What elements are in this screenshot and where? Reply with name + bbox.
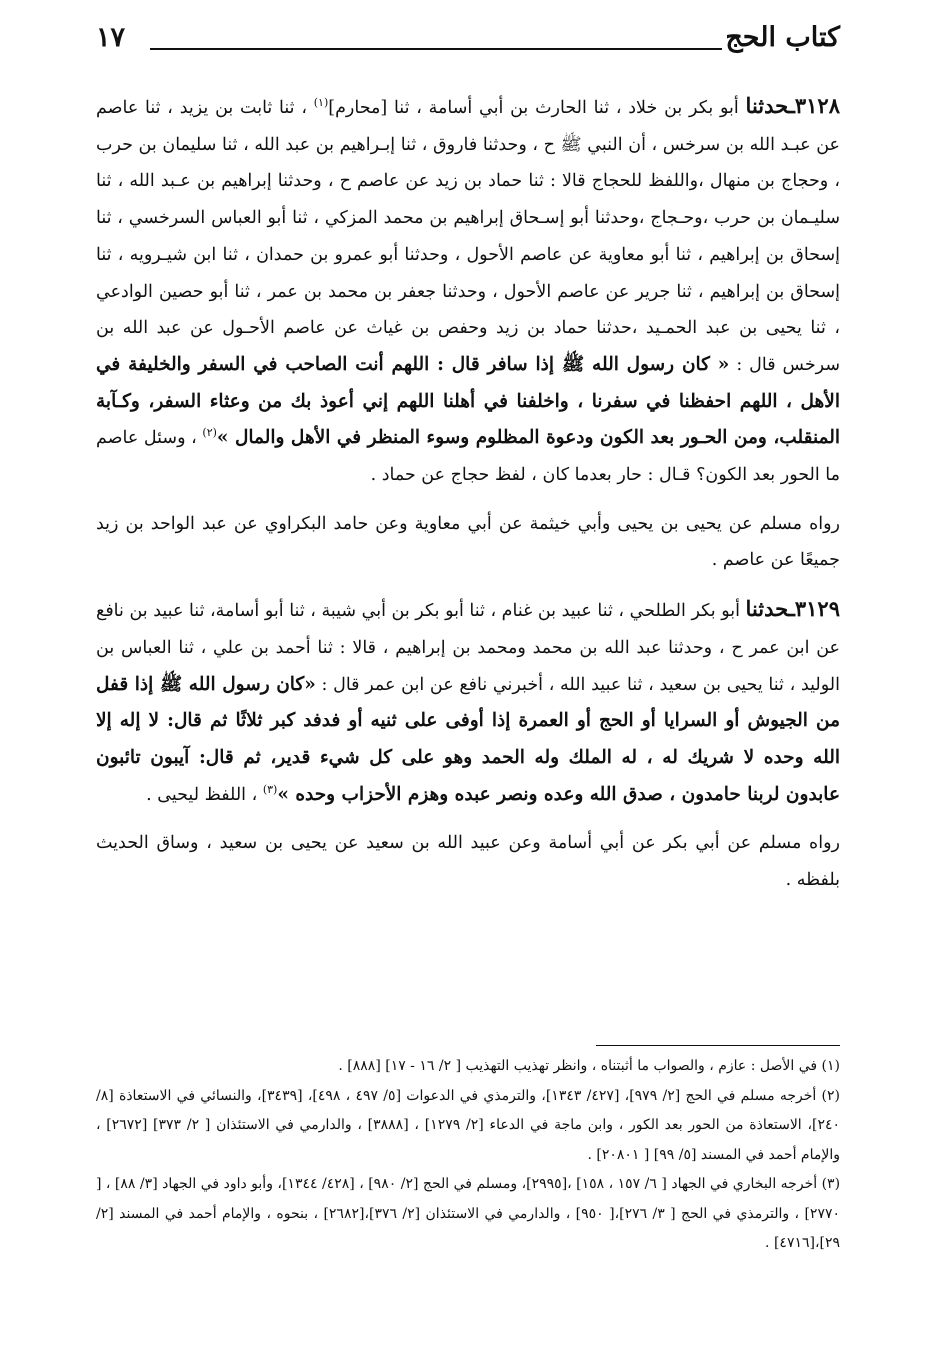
footnote-2: (٢) أخرجه مسلم في الحج [٢/ ٩٧٩]، [٤٢٧/ ١٣٤٣]، والترمذي في الدعوات [٥/ ٤٩٧ ، ٤٩٨]، [٣٤٣٩]، والنسائي في الاستعاذة [٨/ ٢٤٠]، الاستعاذة من الحور بعد الكور ، وابن ماجة في الدعاء [٢/ ١٢٧٩] ، [٣٨٨٨] ، والدارمي في الاستئذان [ ٢/ ٣٧٣] [٢٦٧٢] ، والإمام أحمد في المسند [٥/ ٩٩] [ ٢٠٨٠١] . xyxy=(96,1087,841,1163)
hadith-lead-word: حدثنا xyxy=(745,93,789,118)
hadith-tail: ، اللفظ ليحيى . xyxy=(146,784,263,805)
chapter-title: كتاب الحج xyxy=(725,22,840,53)
hadith-3129 xyxy=(96,591,840,813)
hadith-3128 xyxy=(96,88,840,494)
hadith-number: ٣١٢٨ـ xyxy=(788,93,840,118)
footnote-ref-1[interactable]: (١) xyxy=(313,96,329,110)
narration-note-3129: رواه مسلم عن أبي بكر عن أبي أسامة وعن عبيد الله بن سعيد عن يحيى بن سعيد ، وساق الحديث بلفظه . xyxy=(96,833,840,891)
matn-text: «كان رسول الله ﷺ إذا قفل من الجيوش أو السرايا أو الحج أو العمرة إذا أوفى على ثنيه أو فدفد كبر ثلاثًا ثم قال: لا إله إلا الله وحده لا شريك له ، له الملك وله الحمد وهو على كل شيء قدير، ثم قال: آيبون تائبون عابدون لربنا حامدون ، صدق الله وعده ونصر عبده وهزم الأحزاب وحده » xyxy=(96,673,840,805)
footnote-ref-2[interactable]: (٢) xyxy=(202,426,217,440)
footnote-1: (١) في الأصل : عازم ، والصواب ما أثبتناه ، وانظر تهذيب التهذيب [ ٢/ ١٦ - ١٧] [٨٨٨] . xyxy=(338,1058,840,1074)
isnad-text: أبو بكر بن خلاد ، ثنا الحارث بن أبي أسامة ، ثنا [محارم] xyxy=(328,98,746,118)
main-text xyxy=(96,88,840,899)
hadith-number: ٣١٢٩ـ xyxy=(788,596,840,622)
page-number: ١٧ xyxy=(96,22,126,53)
matn-text: « كان رسول الله ﷺ إذا سافر قال : اللهم أنت الصاحب في السفر والخليفة في الأهل ، اللهم احفظنا في سفرنا ، واخلفنا في أهلنا اللهم إني أعوذ بك من وعثاء السفر، وكـآبة المنقلب، ومن الحـور بعد الكون ودعوة المظلوم وسوء المنظر في الأهل والمال » xyxy=(96,353,841,449)
page-header xyxy=(96,18,840,68)
footnote-3: (٣) أخرجه البخاري في الجهاد [ ٦/ ١٥٧ ، ١٥٨] ،[٢٩٩٥]، ومسلم في الحج [٢/ ٩٨٠] ، [٤٢٨/ ١٣٤٤]، وأبو داود في الجهاد [٣/ ٨٨] ، [ ٢٧٧٠] ، والترمذي في الحج [ ٣/ ٢٧٦]،[ ٩٥٠] ، والدارمي في الاستئذان [٢/ ٣٧٦]،[٢٦٨٢] ، بنحوه ، والإمام أحمد في المسند [٢/ ٢٩]،[٤٧١٦] . xyxy=(96,1176,841,1251)
footnote-ref-3[interactable]: (٣) xyxy=(262,782,278,796)
hadith-lead-word: حدثنا xyxy=(745,596,789,622)
header-rule xyxy=(150,48,722,50)
hadith-tail: ، وسئل عاصم ما الحور بعد الكون؟ قـال : حار بعدما كان ، لفظ حجاج عن حماد . xyxy=(96,428,840,486)
isnad-text: أبو بكر الطلحي ، ثنا عبيد بن غنام ، ثنا أبو بكر بن أبي شيبة ، ثنا أبو أسامة، ثنا عبيد بن نافع عن ابن عمر ح ، وحدثنا عبد الله بن محمد ومحمد بن إبراهيم ، قالا : ثنا أحمد بن علي ، ثنا العباس بن الوليد ، ثنا يحيى بن سعيد ، ثنا عبيد الله ، أخبرني نافع عن ابن عمر قال : xyxy=(96,601,840,695)
narration-note-3128: رواه مسلم عن يحيى بن يحيى وأبي خيثمة عن أبي معاوية وعن حامد البكراوي عن عبد الواحد بن زيد جميعًا عن عاصم . xyxy=(96,513,840,571)
footnote-separator xyxy=(596,1045,840,1046)
isnad-text: ، ثنا ثابت بن يزيد ، ثنا عاصم عن عبـد الله بن سرخس ، أن النبي ﷺ ح ، وحدثنا فاروق ، ثنا إبـراهيم بن عبد الله ، ثنا سليمان بن حرب ، وحجاج بن منهال ،واللفظ للحجاج قالا : ثنا حماد بن زيد عن عاصم ح ، وحدثنا إبراهيم بن عـبد الله ، ثنا سليـمان بن حرب ،وحـجاج ،وحدثنا أبو إسـحاق إبراهيم بن محمد المزكي ، ثنا أبو العباس السرخسي ، ثنا إسحاق بن إبراهيم ، ثنا أبو معاوية عن عاصم الأحول ، وحدثنا أبو عمرو بن حمدان ، ثنا ابن شيـرويه ، ثنا إسحاق بن إبراهيم ، ثنا جرير عن عاصم الأحول ، وحدثنا جعفر بن محمد بن عمر ، ثنا أبو حصين الوادعي ، ثنا يحيى بن عبد الحمـيد ،حدثنا حماد بن زيد وحفص بن غياث عن عاصم الأحـول عن عبد الله بن سرخس قال : xyxy=(96,98,840,375)
footnotes xyxy=(96,1052,840,1259)
